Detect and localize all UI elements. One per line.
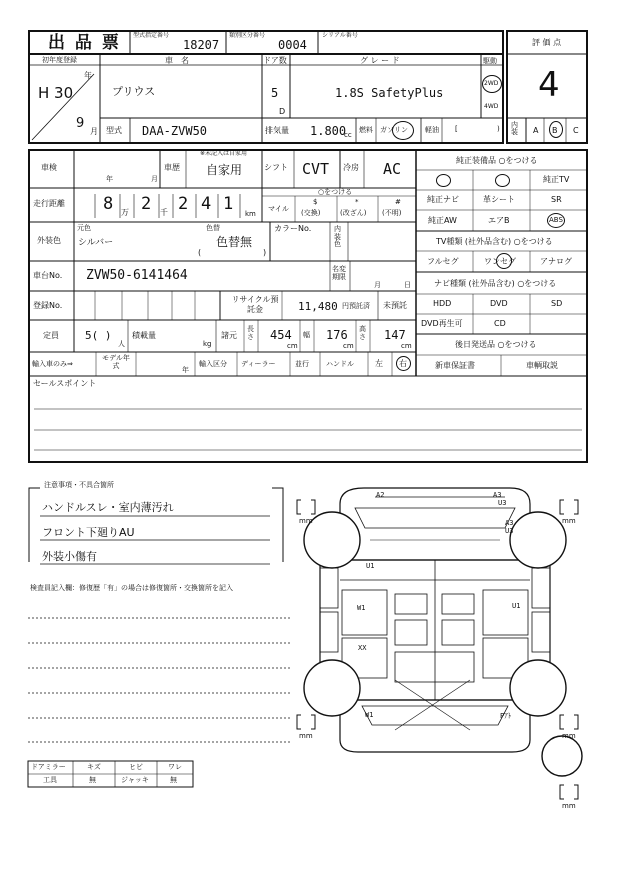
navi-sd: SD [551,299,563,308]
star-mark: * [355,198,359,206]
mm-front-left: mm [299,517,313,525]
missing-h4: ワレ [168,763,182,771]
drive-4wd: 4WD [484,103,499,110]
color-no-label: カラーNo. [274,224,312,233]
color-label: 外装色 [37,236,61,245]
drive-2wd: 2WD [484,80,499,87]
interior-b: B [552,126,558,135]
history-value: 自家用 [206,163,243,177]
int-color-label: 内装色 [334,225,341,249]
repaint-value: 色替無 [216,235,253,249]
length-cm-unit: cm [287,342,298,350]
import-parallel: 並行 [295,360,309,368]
model-year-label: モデル年式 [102,354,130,371]
fuel-diesel: 軽油 [425,126,439,134]
equip-r3-c3: ABS [549,216,563,224]
notes-label: 注意事項・不具合箇所 [44,481,114,489]
damage-w1-rear: W1 [365,711,374,719]
import-type-label: 輸入区分 [199,360,227,368]
mileage-digit-1: 8 [103,194,114,214]
navi-hdd: HDD [433,299,452,308]
mm-rear-left: mm [299,732,313,740]
serial-label: シリアル番号 [322,32,358,39]
equip-r2-c2: 革シート [483,195,515,204]
drive-label: 駆動 [483,57,497,65]
load-kg-unit: kg [203,340,212,348]
shift-label: シフト [264,163,288,172]
mileage-digit-3: 2 [178,194,189,214]
hash-mark: # [395,198,401,206]
handle-right: 右 [399,359,407,368]
repaint-paren-close: ) [263,248,267,257]
class-no-value: 0004 [278,38,307,52]
model-value: DAA-ZVW50 [142,124,208,138]
tv-full: フルセグ [427,257,459,266]
recycle-status: 円預託済 [342,302,370,310]
damage-a3-front: A3 [493,491,502,499]
tv-title: TV種類 (社外品含む) ○をつける [436,237,553,246]
history-label: 車歴 [164,163,180,172]
mileage-digit-4: 4 [201,194,212,214]
fuel-label: 燃料 [359,126,373,134]
diesel-bracket-close: ) [497,125,500,133]
grade-value: 1.8S SafetyPlus [335,86,444,100]
repaint-label: 色替 [206,224,220,232]
recycle-label: リサイクル預託金 [231,295,279,314]
notes-line-3: 外装小傷有 [42,550,97,563]
door-type: D [279,107,286,116]
damage-xx: XX [358,644,367,652]
missing-v2: 無 [89,776,96,784]
length-label: 長さ [247,325,254,341]
equip-r2-c3: SR [551,195,562,204]
recycle-value: 11,480 [298,300,338,313]
tv-oneseg: ワンセグ [484,257,516,266]
inspector-label: 検査員記入欄：修復歴「有」の場合は修復箇所・交換箇所を記入 [30,584,233,592]
eval-score: 4 [538,65,560,105]
missing-v3: ジャッキ [121,776,149,784]
width-label: 幅 [303,331,310,339]
missing-h2: キズ [87,763,101,771]
mileage-sen-unit: 千 [160,208,168,217]
height-value: 147 [384,328,406,342]
star-sub: (改ざん) [340,209,367,217]
type-no-value: 18207 [183,38,220,52]
equip-r1-c3: 純正TV [543,175,570,184]
notes-line-2: フロント下廻りAU [42,526,135,539]
height-cm-unit: cm [401,342,412,350]
displacement-label: 排気量 [265,126,289,135]
import-dealer: ディーラー [241,360,276,368]
car-name-label: 車 名 [165,56,189,65]
reg-no-label: 登録No. [33,301,63,310]
orig-color-value: シルバー [78,238,114,248]
inspection-month-unit: 月 [151,175,158,183]
ac-value: AC [383,160,402,178]
inspection-year-unit: 年 [106,175,113,183]
missing-h1: ドアミラー [31,763,66,771]
damage-u3-front: U3 [498,499,507,507]
hash-sub: (不明) [382,209,402,217]
capacity-label: 定員 [43,331,59,340]
mm-spare: mm [562,802,576,810]
navi-title: ナビ種類 (社外品含む) ○をつける [434,279,557,288]
displacement-value: 1.800 [310,124,347,138]
width-value: 176 [326,328,348,342]
notes-line-1: ハンドルスレ・室内薄汚れ [42,501,174,514]
dollar-mark: $ [313,198,318,206]
first-reg-month: 9 [76,116,85,131]
recycle-unpaid: 未預託 [383,301,407,310]
model-label: 型式 [106,126,122,135]
later-warranty: 新車保証書 [435,361,475,370]
cc-unit: cc [344,131,352,139]
name-change-day: 日 [404,281,411,289]
equip-r1-c2-circle [495,174,510,187]
form-title: 出 品 票 [48,33,121,53]
name-change-month: 月 [374,281,381,289]
first-reg-label: 初年度登録 [42,56,77,64]
type-no-label: 型式指定番号 [133,32,170,39]
equip-r1-c1-circle [436,174,451,187]
missing-h3: ヒビ [129,763,143,771]
interior-label: 内装 [511,121,518,136]
year-unit: 年 [84,71,92,80]
month-unit: 月 [90,127,98,136]
import-label: 輸入車のみ⇒ [32,360,73,368]
history-note: ※未記入は自家用 [200,150,248,157]
car-name-value: プリウス [112,85,156,98]
later-manual: 車輌取説 [526,361,558,370]
repaint-paren-open: ( [198,248,202,257]
mileage-mark-note: ○をつける [318,188,353,196]
navi-cd: CD [494,319,506,328]
fuel-gas: ガソリン [380,126,408,134]
orig-color-label: 元色 [77,224,91,232]
damage-u1-left: U1 [366,562,375,570]
damage-a3-right: A3 [505,519,514,527]
mm-front-right: mm [562,517,576,525]
dims-label: 諸元 [221,331,237,340]
length-value: 454 [270,328,292,342]
equip-r3-c1: 純正AW [428,216,457,225]
missing-v4: 無 [170,776,177,784]
tv-analog: アナログ [540,257,572,266]
handle-left: 左 [375,359,383,368]
chassis-value: ZVW50-6141464 [86,268,188,283]
dollar-sub: (交換) [301,209,321,217]
km-unit: km [245,210,256,218]
damage-u3-right: U3 [505,527,514,535]
mileage-digit-5: 1 [223,194,234,214]
damage-a2: A2 [376,491,385,499]
mileage-digit-2: 2 [141,194,152,214]
navi-dvd-play: DVD再生可 [421,319,463,328]
equip-r3-c2: エアB [488,216,510,225]
handle-label: ハンドル [326,360,354,368]
chassis-label: 車台No. [33,271,63,280]
doors-value: 5 [271,86,279,100]
mm-rear-right: mm [562,732,576,740]
eval-label: 評 価 点 [532,38,562,47]
class-no-label: 類別区分番号 [229,32,266,39]
mile-option: マイル [268,205,289,213]
damage-w1-door: W1 [357,604,366,612]
ac-label: 冷房 [343,163,359,172]
model-year-unit: 年 [182,366,189,374]
grade-label: グ レ ー ド [360,56,400,65]
mileage-label: 走行距離 [33,199,65,208]
inspection-label: 車検 [41,163,57,172]
equipment-title: 純正装備品 ○をつける [456,156,538,165]
navi-dvd: DVD [490,299,508,308]
damage-u1-right: U1 [512,602,521,610]
missing-v1: 工具 [43,776,57,784]
load-label: 積載量 [132,331,156,340]
damage-p-tire: Pｱﾄ [500,712,512,720]
height-label: 高さ [359,325,366,341]
mileage-man-unit: 万 [121,208,129,217]
diesel-bracket-open: [ [455,125,458,133]
doors-label: ドア数 [263,56,287,65]
interior-c: C [573,126,579,135]
interior-a: A [533,126,539,135]
capacity-value: 5( ) [85,329,112,342]
name-change-label: 名変期限 [332,265,346,282]
sales-point-label: セールスポイント [33,379,97,388]
first-reg-era: H 30 [38,84,74,102]
equip-r2-c1: 純正ナビ [427,195,459,204]
width-cm-unit: cm [343,342,354,350]
capacity-person-unit: 人 [118,340,125,348]
later-title: 後日発送品 ○をつける [455,340,537,349]
shift-value: CVT [302,160,330,178]
